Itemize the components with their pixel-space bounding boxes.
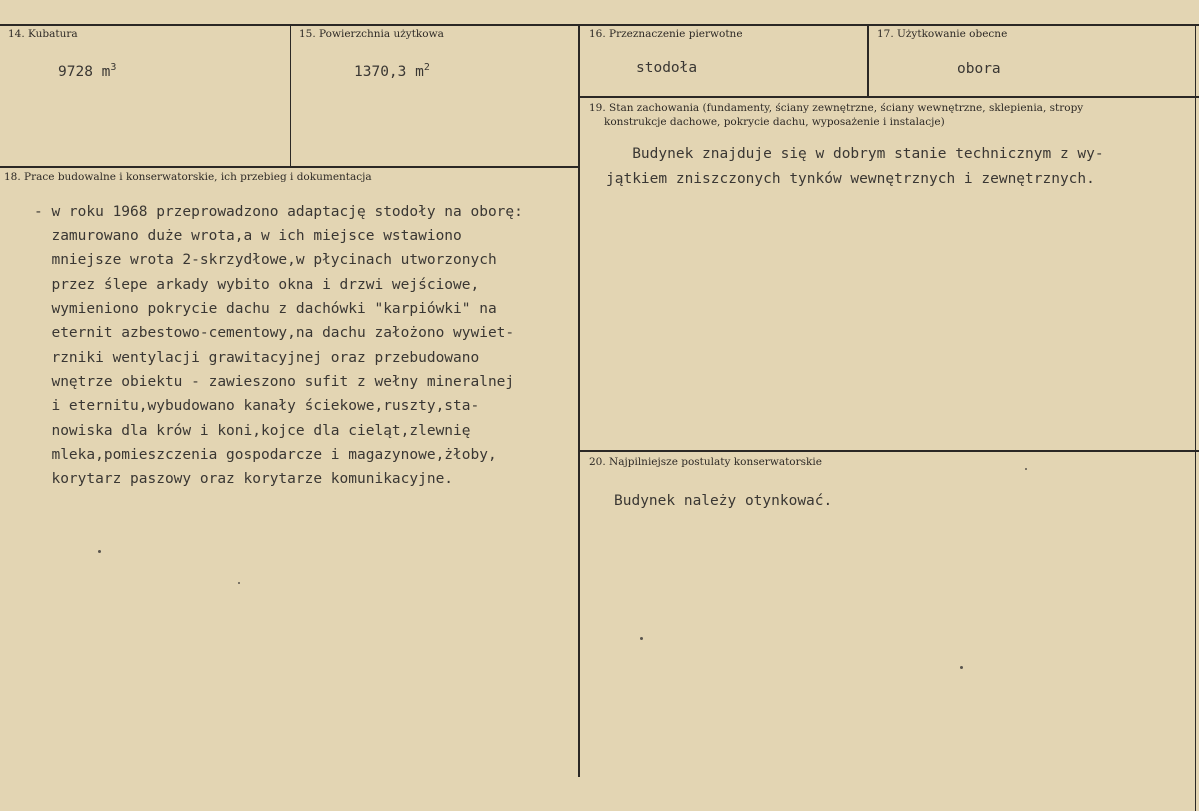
- field-19-label: 19. Stan zachowania (fundamenty, ściany zewnętrzne, ściany wewnętrzne, sklepienia, stropy: [589, 102, 1084, 114]
- field-20-label: 20. Najpilniejsze postulaty konserwatorskie: [589, 456, 822, 468]
- field-14-value: 9728 $m^3$: [58, 62, 117, 80]
- right-edge: [1195, 24, 1196, 811]
- field-19-line: Budynek znajduje się w dobrym stanie technicznym z wy-: [606, 146, 1104, 162]
- paper-speck: [98, 550, 101, 553]
- field-16-value: stodoła: [636, 60, 698, 76]
- field-14-label: 14. Kubatura: [8, 28, 78, 40]
- field-18-line: przez ślepe arkady wybito okna i drzwi wejściowe,: [34, 277, 480, 293]
- field-19-label-cont: konstrukcje dachowe, pokrycie dachu, wyposażenie i instalacje): [604, 116, 945, 128]
- field-19-line: jątkiem zniszczonych tynków wewnętrznych i zewnętrznych.: [606, 171, 1095, 187]
- field-18-line: nowiska dla krów i koni,kojce dla cieląt,zlewnię: [34, 423, 471, 439]
- top-rule: [0, 24, 1199, 26]
- paper-speck: [960, 666, 963, 669]
- paper-speck: [640, 637, 643, 640]
- divider-14-15: [290, 24, 291, 166]
- field-18-label: 18. Prace budowalne i konserwatorskie, ich przebieg i dokumentacja: [4, 171, 372, 183]
- mid-rule-right: [578, 96, 1199, 98]
- center-divider: [578, 24, 580, 777]
- field-16-label: 16. Przeznaczenie pierwotne: [589, 28, 743, 40]
- field-18-line: - w roku 1968 przeprowadzono adaptację stodoły na oborę:: [34, 204, 523, 220]
- field-17-value: obora: [957, 61, 1001, 77]
- field-15-label: 15. Powierzchnia użytkowa: [299, 28, 444, 40]
- field-18-line: i eternitu,wybudowano kanały ściekowe,ruszty,sta-: [34, 398, 480, 414]
- paper-speck: [1025, 468, 1027, 470]
- divider-16-17: [867, 24, 869, 96]
- field-15-value: 1370,3 $m^2$: [354, 62, 430, 80]
- paper-speck: [238, 582, 240, 584]
- field-18-line: wnętrze obiektu - zawieszono sufit z wełny mineralnej: [34, 374, 515, 390]
- field-20-value: Budynek należy otynkować.: [614, 493, 833, 509]
- field-18-line: mleka,pomieszczenia gospodarcze i magazynowe,żłoby,: [34, 447, 497, 463]
- field-18-line: mniejsze wrota 2-skrzydłowe,w płycinach utworzonych: [34, 252, 497, 268]
- field-17-label: 17. Użytkowanie obecne: [877, 28, 1008, 40]
- field-18-line: eternit azbestowo-cementowy,na dachu założono wywiet-: [34, 325, 515, 341]
- mid-rule-left: [0, 166, 578, 168]
- field-18-line: korytarz paszowy oraz korytarze komunikacyjne.: [34, 471, 454, 487]
- field-18-line: wymieniono pokrycie dachu z dachówki "karpiówki" na: [34, 301, 497, 317]
- field-18-line: rzniki wentylacji grawitacyjnej oraz przebudowano: [34, 350, 480, 366]
- field-18-line: zamurowano duże wrota,a w ich miejsce wstawiono: [34, 228, 462, 244]
- lower-rule-right: [578, 450, 1199, 452]
